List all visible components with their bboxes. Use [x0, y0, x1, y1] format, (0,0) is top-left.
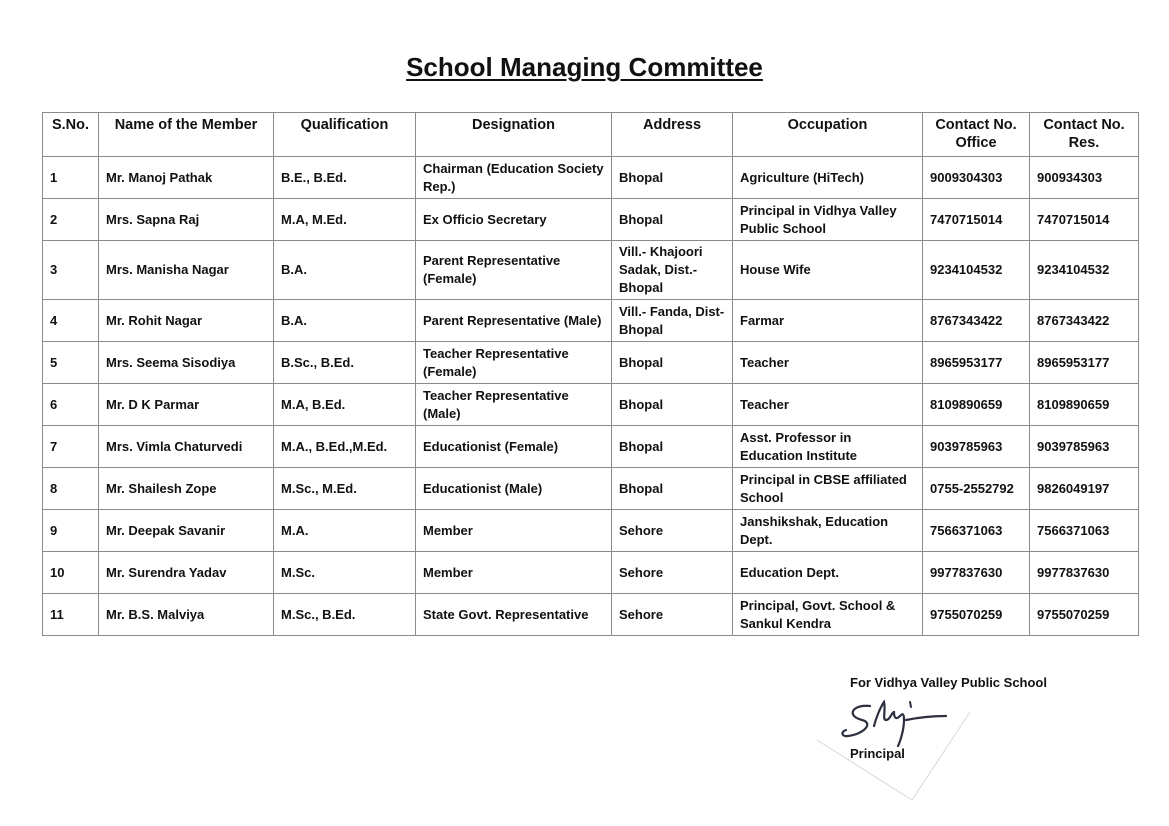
- cell-name: Mr. Manoj Pathak: [99, 157, 274, 199]
- cell-qualification: M.A.: [274, 510, 416, 552]
- cell-contact-res: 9977837630: [1030, 552, 1139, 594]
- cell-qualification: B.A.: [274, 300, 416, 342]
- cell-qualification: B.E., B.Ed.: [274, 157, 416, 199]
- cell-contact-res: 900934303: [1030, 157, 1139, 199]
- cell-address: Sehore: [612, 510, 733, 552]
- cell-qualification: M.A., B.Ed.,M.Ed.: [274, 426, 416, 468]
- header-occupation: Occupation: [733, 113, 923, 157]
- cell-contact-res: 8965953177: [1030, 342, 1139, 384]
- cell-qualification: B.Sc., B.Ed.: [274, 342, 416, 384]
- cell-contact-office: 7566371063: [923, 510, 1030, 552]
- signature-stroke-name: [874, 702, 946, 746]
- cell-designation: Chairman (Education Society Rep.): [416, 157, 612, 199]
- cell-occupation: Asst. Professor in Education Institute: [733, 426, 923, 468]
- table-row: [43, 342, 1139, 384]
- table-row: [43, 384, 1139, 426]
- cell-address: Sehore: [612, 552, 733, 594]
- cell-sno: 3: [43, 241, 99, 300]
- cell-address: Vill.- Fanda, Dist-Bhopal: [612, 300, 733, 342]
- cell-occupation: Teacher: [733, 342, 923, 384]
- cell-name: Mrs. Sapna Raj: [99, 199, 274, 241]
- table-row: [43, 594, 1139, 636]
- cell-contact-office: 0755-2552792: [923, 468, 1030, 510]
- table-header-row: [43, 113, 1139, 157]
- cell-qualification: B.A.: [274, 241, 416, 300]
- cell-sno: 7: [43, 426, 99, 468]
- header-name: Name of the Member: [99, 113, 274, 157]
- table-row: [43, 426, 1139, 468]
- cell-occupation: Principal, Govt. School & Sankul Kendra: [733, 594, 923, 636]
- cell-address: Bhopal: [612, 342, 733, 384]
- table-row: [43, 157, 1139, 199]
- cell-contact-office: 9009304303: [923, 157, 1030, 199]
- document-title: [0, 52, 1169, 83]
- cell-name: Mr. D K Parmar: [99, 384, 274, 426]
- cell-designation: Parent Representative (Male): [416, 300, 612, 342]
- cell-occupation: Principal in CBSE affiliated School: [733, 468, 923, 510]
- cell-contact-res: 8767343422: [1030, 300, 1139, 342]
- cell-name: Mrs. Manisha Nagar: [99, 241, 274, 300]
- document-title-text: School Managing Committee: [406, 52, 763, 82]
- table-row: [43, 552, 1139, 594]
- cell-address: Bhopal: [612, 199, 733, 241]
- cell-contact-office: 8965953177: [923, 342, 1030, 384]
- cell-contact-office: 9755070259: [923, 594, 1030, 636]
- header-contact-office: Contact No. Office: [923, 113, 1030, 157]
- cell-sno: 6: [43, 384, 99, 426]
- header-address: Address: [612, 113, 733, 157]
- cell-occupation: Teacher: [733, 384, 923, 426]
- cell-designation: Member: [416, 510, 612, 552]
- cell-qualification: M.Sc., B.Ed.: [274, 594, 416, 636]
- cell-qualification: M.A, B.Ed.: [274, 384, 416, 426]
- cell-address: Vill.- Khajoori Sadak, Dist.- Bhopal: [612, 241, 733, 300]
- cell-contact-office: 8767343422: [923, 300, 1030, 342]
- cell-name: Mr. Shailesh Zope: [99, 468, 274, 510]
- table-row: [43, 468, 1139, 510]
- cell-designation: Educationist (Male): [416, 468, 612, 510]
- cell-sno: 1: [43, 157, 99, 199]
- cell-contact-res: 8109890659: [1030, 384, 1139, 426]
- cell-occupation: Farmar: [733, 300, 923, 342]
- cell-qualification: M.Sc.: [274, 552, 416, 594]
- cell-contact-res: 9039785963: [1030, 426, 1139, 468]
- cell-contact-office: 7470715014: [923, 199, 1030, 241]
- cell-address: Sehore: [612, 594, 733, 636]
- signatory-role: Principal: [850, 746, 905, 761]
- signature-stroke-s: [842, 706, 870, 736]
- header-contact-res: Contact No. Res.: [1030, 113, 1139, 157]
- cell-name: Mr. B.S. Malviya: [99, 594, 274, 636]
- footer-organization: For Vidhya Valley Public School: [850, 675, 1047, 690]
- table-row: [43, 241, 1139, 300]
- cell-designation: Member: [416, 552, 612, 594]
- cell-sno: 4: [43, 300, 99, 342]
- signature-dot: [910, 702, 911, 707]
- cell-designation: Ex Officio Secretary: [416, 199, 612, 241]
- cell-contact-office: 8109890659: [923, 384, 1030, 426]
- cell-designation: Teacher Representative (Female): [416, 342, 612, 384]
- stamp-edge-right: [912, 712, 970, 800]
- cell-qualification: M.Sc., M.Ed.: [274, 468, 416, 510]
- cell-contact-office: 9977837630: [923, 552, 1030, 594]
- table-row: [43, 199, 1139, 241]
- cell-sno: 9: [43, 510, 99, 552]
- cell-occupation: Janshikshak, Education Dept.: [733, 510, 923, 552]
- cell-occupation: House Wife: [733, 241, 923, 300]
- cell-occupation: Principal in Vidhya Valley Public School: [733, 199, 923, 241]
- cell-contact-office: 9234104532: [923, 241, 1030, 300]
- header-sno: S.No.: [43, 113, 99, 157]
- cell-name: Mr. Rohit Nagar: [99, 300, 274, 342]
- cell-occupation: Agriculture (HiTech): [733, 157, 923, 199]
- table-row: [43, 300, 1139, 342]
- cell-contact-res: 9826049197: [1030, 468, 1139, 510]
- cell-contact-res: 7566371063: [1030, 510, 1139, 552]
- committee-table: [42, 112, 1139, 636]
- cell-address: Bhopal: [612, 426, 733, 468]
- cell-address: Bhopal: [612, 384, 733, 426]
- cell-sno: 5: [43, 342, 99, 384]
- cell-designation: Parent Representative (Female): [416, 241, 612, 300]
- cell-sno: 10: [43, 552, 99, 594]
- cell-address: Bhopal: [612, 157, 733, 199]
- table-row: [43, 510, 1139, 552]
- cell-name: Mrs. Seema Sisodiya: [99, 342, 274, 384]
- cell-name: Mr. Deepak Savanir: [99, 510, 274, 552]
- cell-sno: 11: [43, 594, 99, 636]
- cell-designation: Educationist (Female): [416, 426, 612, 468]
- cell-name: Mr. Surendra Yadav: [99, 552, 274, 594]
- cell-sno: 2: [43, 199, 99, 241]
- cell-contact-res: 9234104532: [1030, 241, 1139, 300]
- cell-sno: 8: [43, 468, 99, 510]
- header-designation: Designation: [416, 113, 612, 157]
- cell-designation: State Govt. Representative: [416, 594, 612, 636]
- cell-designation: Teacher Representative (Male): [416, 384, 612, 426]
- cell-contact-res: 9755070259: [1030, 594, 1139, 636]
- cell-qualification: M.A, M.Ed.: [274, 199, 416, 241]
- cell-address: Bhopal: [612, 468, 733, 510]
- cell-contact-office: 9039785963: [923, 426, 1030, 468]
- cell-contact-res: 7470715014: [1030, 199, 1139, 241]
- cell-occupation: Education Dept.: [733, 552, 923, 594]
- cell-name: Mrs. Vimla Chaturvedi: [99, 426, 274, 468]
- header-qualification: Qualification: [274, 113, 416, 157]
